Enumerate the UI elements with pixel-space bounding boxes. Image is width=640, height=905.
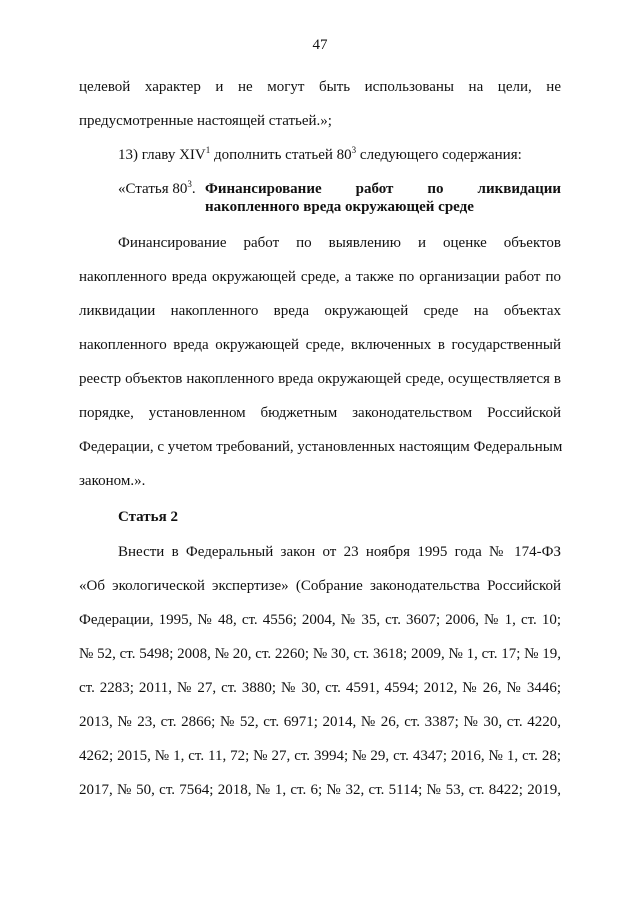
item-13-text-c: следующего содержания: xyxy=(356,147,522,163)
item-13-text-b: дополнить статьей 80 xyxy=(210,147,352,163)
text-line: законом.». xyxy=(79,473,146,489)
article-prefix-sup: 3 xyxy=(187,179,192,189)
page-number: 47 xyxy=(312,37,328,53)
article-80-3-title-line2: накопленного вреда окружающей среде xyxy=(205,199,474,215)
text-line: 2017, № 50, ст. 7564; 2018, № 1, ст. 6; № 32, ст. 5114; № 53, ст. 8422; 2019, xyxy=(79,782,561,798)
text-line: порядке, установленном бюджетным законодательством Российской xyxy=(79,405,561,421)
text-line: Федерации, с учетом требований, установленных настоящим Федеральным xyxy=(79,439,563,455)
text-line: «Об экологической экспертизе» (Собрание законодательства Российской xyxy=(79,578,561,594)
text-line: Внести в Федеральный закон от 23 ноября 1995 года № 174-ФЗ xyxy=(118,544,561,560)
text-line: реестр объектов накопленного вреда окружающей среде, осуществляется в xyxy=(79,371,561,387)
item-13-line xyxy=(118,146,561,164)
article-80-3-label xyxy=(118,180,208,198)
text-line: Федерации, 1995, № 48, ст. 4556; 2004, № 35, ст. 3607; 2006, № 1, ст. 10; xyxy=(79,612,561,628)
text-line: накопленного вреда окружающей среде, а также по организации работ по xyxy=(79,269,561,285)
text-line: ликвидации накопленного вреда окружающей среде на объектах xyxy=(79,303,561,319)
text-line: целевой характер и не могут быть использованы на цели, не xyxy=(79,79,561,95)
text-line: Финансирование работ по выявлению и оценке объектов xyxy=(118,235,561,251)
article-prefix-end: . xyxy=(191,181,196,197)
item-13-text-a: 13) главу XIV xyxy=(118,147,206,163)
text-line: 4262; 2015, № 1, ст. 11, 72; № 27, ст. 3994; № 29, ст. 4347; 2016, № 1, ст. 28; xyxy=(79,748,561,764)
article-80-3-title-line1: Финансирование работ по ликвидации xyxy=(205,181,561,197)
text-line: предусмотренные настоящей статьей.»; xyxy=(79,113,332,129)
item-13-sup-a: 1 xyxy=(205,145,211,155)
article-2-heading: Статья 2 xyxy=(118,509,178,525)
item-13-sup-b: 3 xyxy=(351,145,357,155)
text-line: № 52, ст. 5498; 2008, № 20, ст. 2260; № 30, ст. 3618; 2009, № 1, ст. 17; № 19, xyxy=(79,646,561,662)
text-line: ст. 2283; 2011, № 27, ст. 3880; № 30, ст. 4591, 4594; 2012, № 26, № 3446; xyxy=(79,680,561,696)
text-line: 2013, № 23, ст. 2866; № 52, ст. 6971; 2014, № 26, ст. 3387; № 30, ст. 4220, xyxy=(79,714,561,730)
article-prefix-text: «Статья 80 xyxy=(118,181,188,197)
text-line: накопленного вреда окружающей среде, включенных в государственный xyxy=(79,337,561,353)
